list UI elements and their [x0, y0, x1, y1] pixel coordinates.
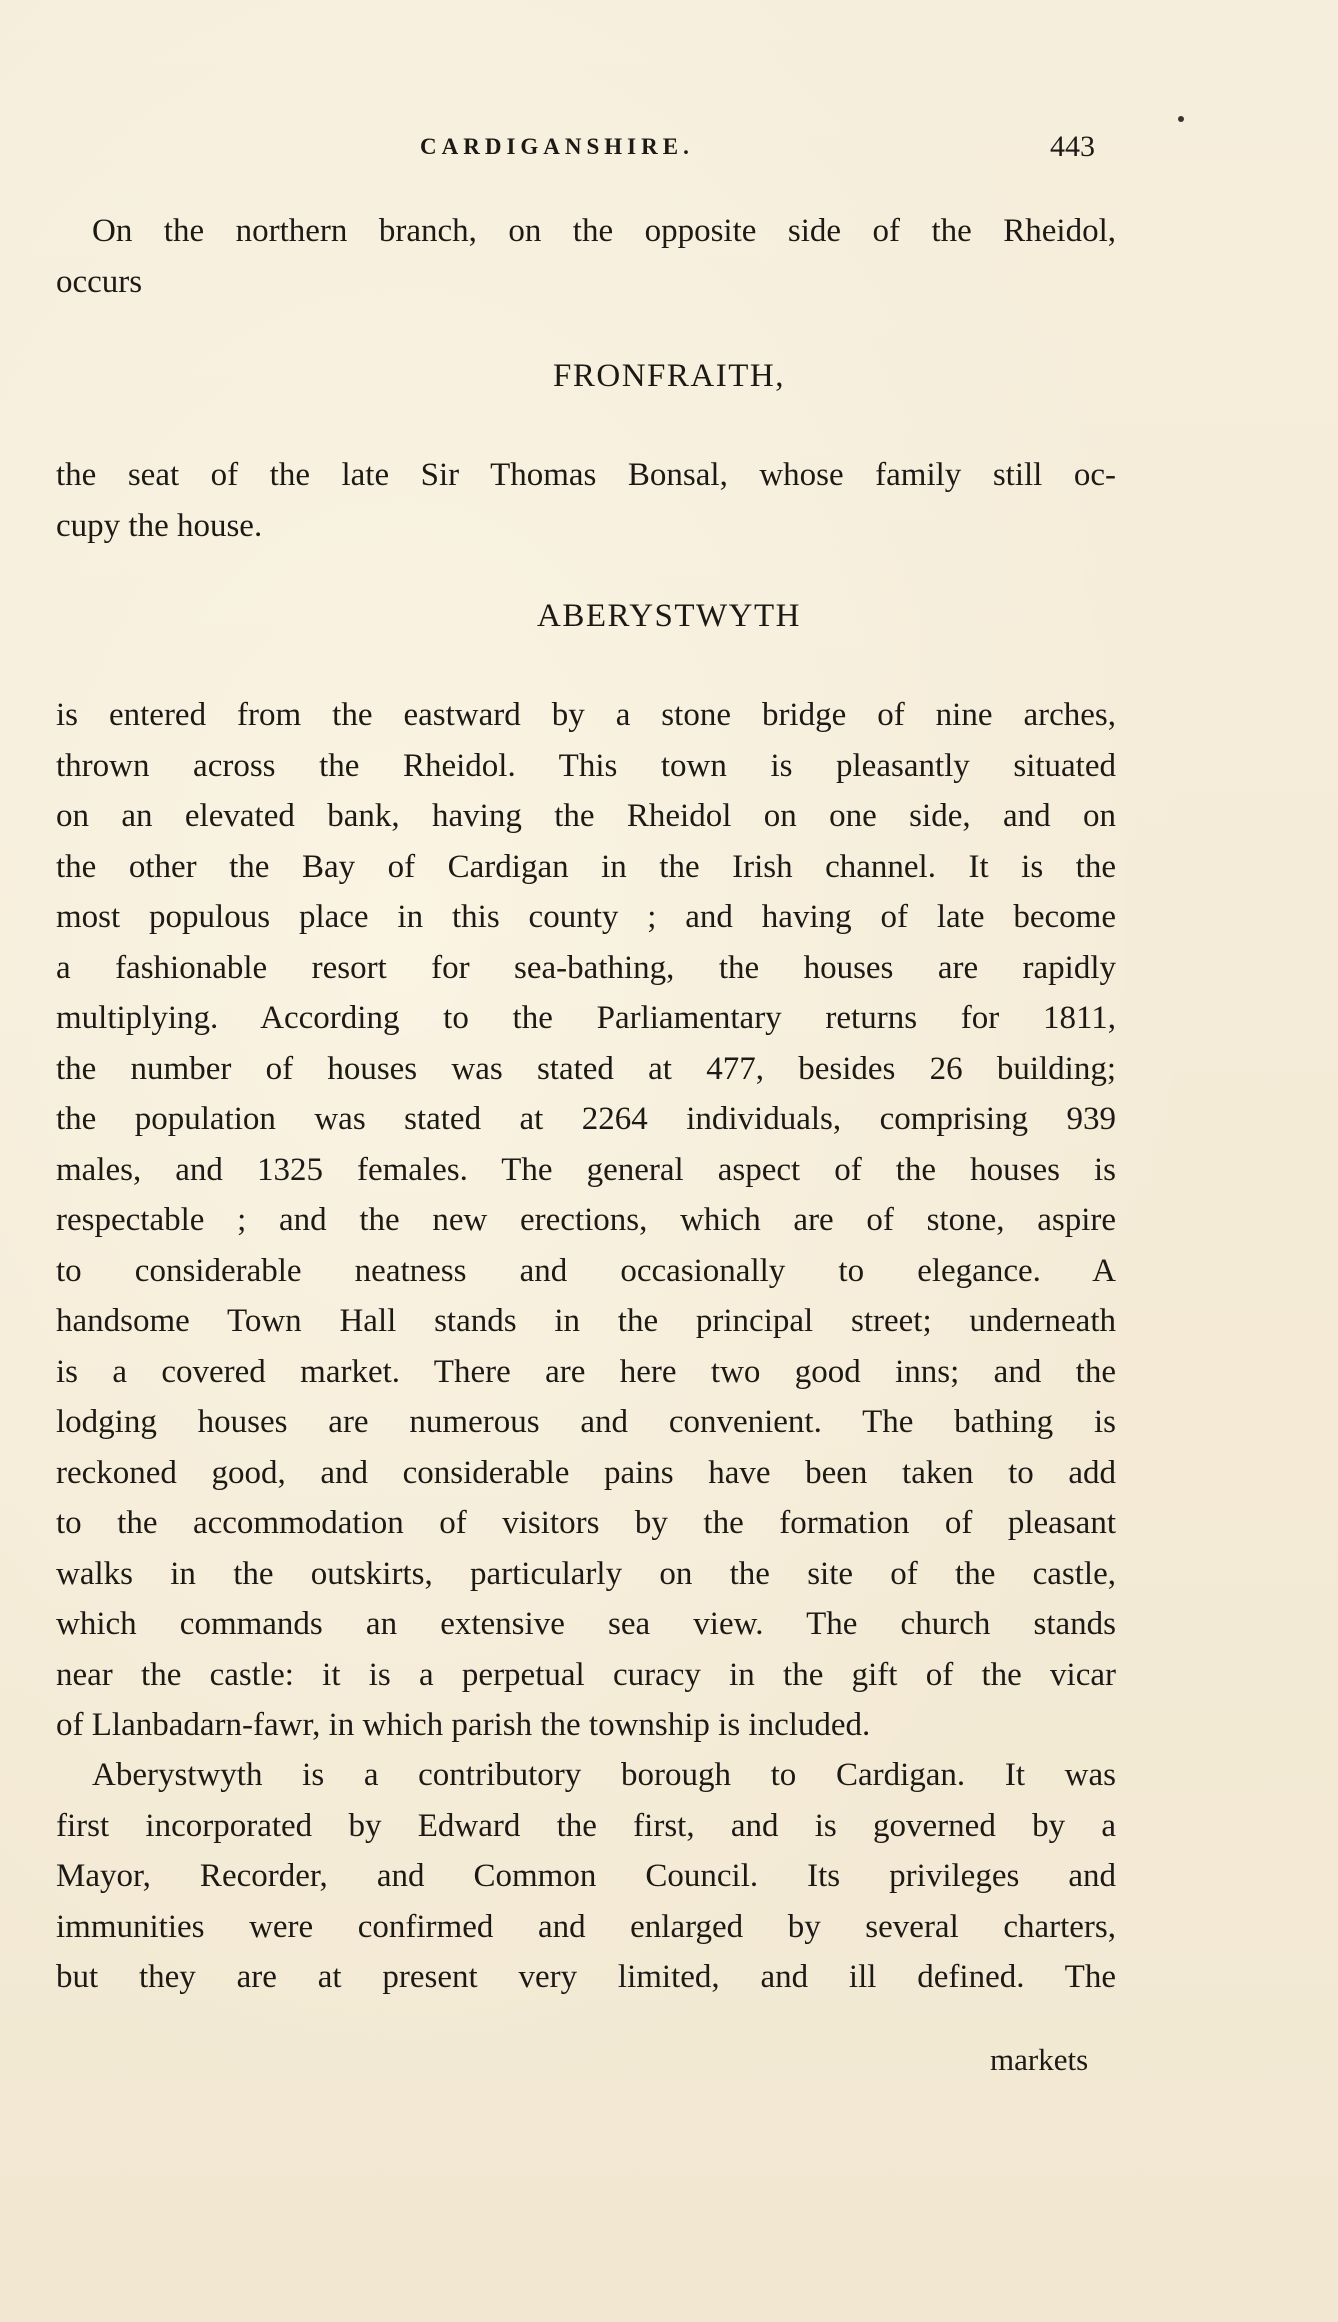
- text-line: Aberystwyth is a contributory borough to Cardigan. It was: [92, 1757, 1116, 1793]
- text-line: walks in the outskirts, particularly on the site of the castle,: [56, 1555, 1116, 1592]
- text-line: multiplying. According to the Parliamentary returns for 1811,: [56, 1000, 1116, 1036]
- page-number: 443: [1050, 130, 1095, 163]
- running-head: [0, 130, 1338, 174]
- text-line: reckoned good, and considerable pains have been taken to add: [56, 1454, 1116, 1491]
- text-line: occurs: [56, 263, 143, 300]
- section-heading-aberystwyth: ABERYSTWYTH: [537, 598, 801, 634]
- text-line: on an elevated bank, having the Rheidol on one side, and on: [56, 798, 1116, 834]
- catchword: markets: [990, 2042, 1089, 2077]
- text-line: near the castle: it is a perpetual curacy in the gift of the vicar: [56, 1656, 1116, 1693]
- text-line: handsome Town Hall stands in the principal street; underneath: [56, 1303, 1116, 1339]
- text-line: most populous place in this county ; and having of late become: [56, 899, 1116, 935]
- text-line: respectable ; and the new erections, which are of stone, aspire: [56, 1202, 1116, 1238]
- print-speck: [1178, 116, 1184, 122]
- paragraph-main: [56, 690, 1116, 1751]
- text-line: lodging houses are numerous and convenient. The bathing is: [56, 1404, 1116, 1440]
- text-line: Mayor, Recorder, and Common Council. Its privileges and: [56, 1858, 1116, 1894]
- text-line: a fashionable resort for sea-bathing, the houses are rapidly: [56, 949, 1116, 986]
- text-line: males, and 1325 females. The general aspect of the houses is: [56, 1151, 1116, 1188]
- paragraph-seat: [56, 450, 1116, 551]
- text-line: of Llanbadarn-fawr, in which parish the township is included.: [56, 1707, 871, 1743]
- text-line: the number of houses was stated at 477, besides 26 building;: [56, 1050, 1116, 1087]
- running-title: CARDIGANSHIRE.: [420, 134, 694, 159]
- text-line: is entered from the eastward by a stone bridge of nine arches,: [56, 697, 1116, 733]
- text-line: cupy the house.: [56, 507, 263, 544]
- text-line: first incorporated by Edward the first, and is governed by a: [56, 1807, 1116, 1844]
- text-line: to considerable neatness and occasionally to elegance. A: [56, 1252, 1116, 1289]
- text-line: thrown across the Rheidol. This town is pleasantly situated: [56, 747, 1116, 784]
- text-line: to the accommodation of visitors by the formation of pleasant: [56, 1505, 1116, 1541]
- text-line: On the northern branch, on the opposite side of the Rheidol,: [92, 213, 1116, 249]
- text-line: immunities were confirmed and enlarged by several charters,: [56, 1908, 1116, 1945]
- text-line: the population was stated at 2264 individuals, comprising 939: [56, 1101, 1116, 1137]
- text-line: the other the Bay of Cardigan in the Irish channel. It is the: [56, 848, 1116, 885]
- text-line: is a covered market. There are here two good inns; and the: [56, 1353, 1116, 1390]
- text-line: the seat of the late Sir Thomas Bonsal, whose family still oc-: [56, 457, 1116, 493]
- text-line: but they are at present very limited, and ill defined. The: [56, 1959, 1116, 1995]
- text-line: which commands an extensive sea view. The church stands: [56, 1606, 1116, 1642]
- paragraph-intro: [56, 206, 1116, 307]
- paragraph-borough: [56, 1750, 1116, 2003]
- section-heading-fronfraith: FRONFRAITH,: [553, 358, 785, 394]
